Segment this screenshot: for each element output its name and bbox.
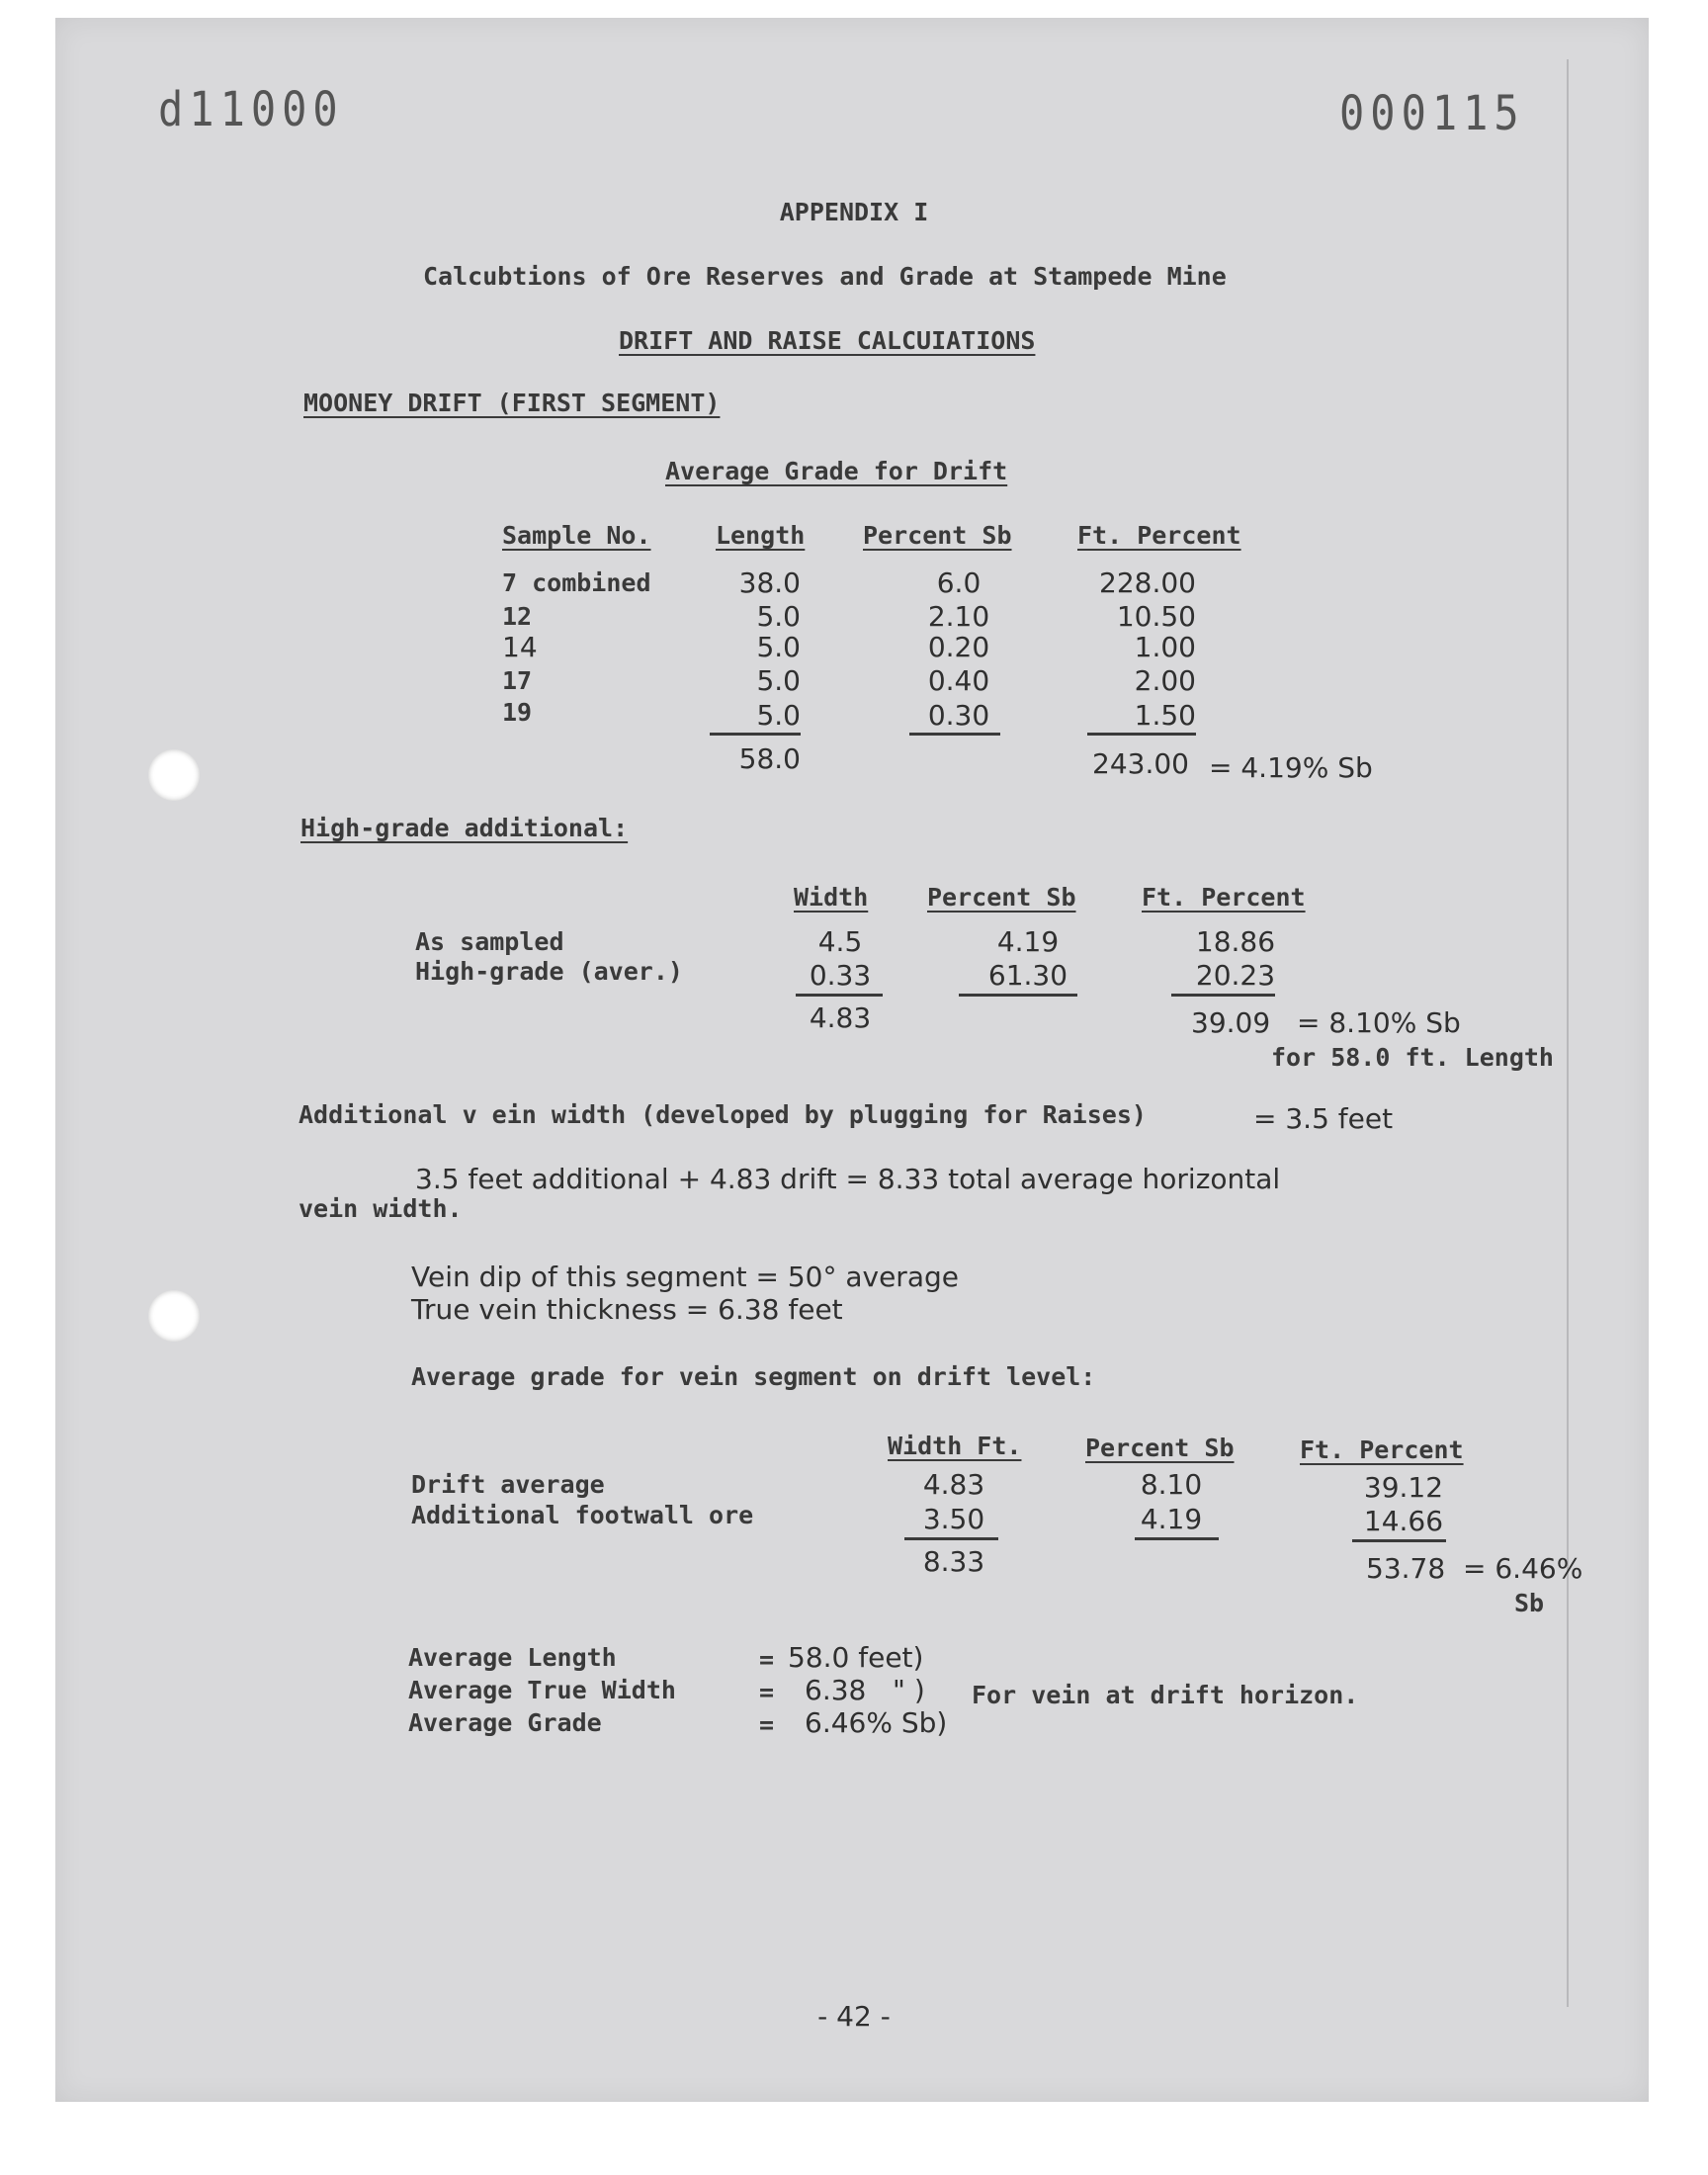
stamp-left: d11000 [158,81,344,137]
summary-label: Average Grade [408,1708,602,1737]
summary-eq: = [759,1678,775,1706]
summary-value: 6.46% Sb) [805,1706,948,1739]
length-cell: 5.0 [756,699,801,732]
table2-header-width: Width [794,883,869,912]
table3-header-percent: Percent Sb [1085,1434,1235,1462]
summary-eq: = [759,1710,775,1739]
sample-no: 7 combined [502,568,651,597]
page-edge [1567,59,1569,2007]
sum-rule [1087,733,1196,736]
summary-eq: = [759,1645,775,1674]
ftpct-cell: 228.00 [1099,566,1196,599]
appendix-heading: APPENDIX I [779,198,929,226]
sample-no: 17 [502,666,533,695]
table1-total-length: 58.0 [738,742,801,775]
ftpct-cell: 1.50 [1134,699,1196,732]
length-cell: 5.0 [756,600,801,633]
width-cell: 0.33 [809,959,872,992]
ftpct-cell: 39.12 [1363,1471,1444,1504]
width-cell: 4.5 [817,925,863,958]
stamp-right: 000115 [1339,85,1525,141]
table1-result: = 4.19% Sb [1209,751,1373,784]
sum-rule [904,1537,998,1540]
table1-caption: Average Grade for Drift [665,457,1008,485]
percent-cell: 0.30 [927,699,990,732]
sample-no: 19 [502,698,533,727]
table2-header-percent: Percent Sb [927,883,1076,912]
width-cell: 3.50 [922,1503,985,1535]
sample-no: 12 [502,602,533,631]
table3-total-ftpct: 53.78 [1366,1552,1446,1585]
percent-cell: 0.20 [927,631,990,663]
sum-rule [710,733,801,736]
ftpct-cell: 1.00 [1134,631,1196,663]
sum-rule [1171,994,1275,997]
table1-header-percent: Percent Sb [863,521,1012,550]
width-cell: 4.83 [922,1468,985,1501]
percent-cell: 8.10 [1140,1468,1203,1501]
sum-rule [959,994,1077,997]
percent-cell: 6.0 [936,566,982,599]
document-title: Calcubtions of Ore Reserves and Grade at Stampede Mine [423,262,1227,291]
punch-hole [148,1290,200,1342]
percent-cell: 61.30 [987,959,1068,992]
sample-no: 14 [502,631,538,663]
summary-value: 6.38 " ) [805,1674,925,1706]
table1-total-ftpct: 243.00 [1092,747,1189,780]
table3-total-width: 8.33 [922,1545,985,1578]
avg-grade-heading: Average grade for vein segment on drift level: [411,1362,1096,1391]
row-label: As sampled [415,927,564,956]
row-label: High-grade (aver.) [415,957,683,986]
length-cell: 5.0 [756,631,801,663]
table2-total-width: 4.83 [809,1001,872,1034]
row-label: Drift average [411,1470,605,1499]
ftpct-cell: 2.00 [1134,664,1196,697]
ftpct-cell: 10.50 [1116,600,1196,633]
additional-width-text: Additional v ein width (developed by plugging for Raises) [299,1100,1147,1129]
percent-cell: 2.10 [927,600,990,633]
length-cell: 38.0 [738,566,801,599]
vein-thickness-text: True vein thickness = 6.38 feet [411,1293,843,1326]
table1-header-sample: Sample No. [502,521,651,550]
calc-line-1: 3.5 feet additional + 4.83 drift = 8.33 total average horizontal [415,1163,1281,1195]
highgrade-heading: High-grade additional: [300,814,629,842]
row-label: Additional footwall ore [411,1501,754,1529]
section-subtitle: DRIFT AND RAISE CALCUIATIONS [619,326,1036,355]
table2-header-ftpct: Ft. Percent [1142,883,1306,912]
sum-rule [1135,1537,1219,1540]
page-number: - 42 - [817,2000,891,2033]
additional-width-value: = 3.5 feet [1253,1102,1394,1135]
calc-line-2: vein width. [299,1194,463,1223]
table3-header-ftpct: Ft. Percent [1300,1436,1464,1464]
sum-rule [1352,1539,1446,1542]
summary-value: 58.0 feet) [788,1641,924,1674]
table2-result: = 8.10% Sb [1297,1006,1461,1039]
table2-note: for 58.0 ft. Length [1271,1043,1554,1072]
table1-header-length: Length [716,521,806,550]
percent-cell: 0.40 [927,664,990,697]
vein-dip-text: Vein dip of this segment = 50° average [411,1261,959,1293]
sum-rule [909,733,1000,736]
table3-result: = 6.46% [1463,1552,1583,1585]
summary-note: For vein at drift horizon. [972,1681,1359,1709]
ftpct-cell: 14.66 [1363,1505,1444,1537]
table3-header-width: Width Ft. [888,1432,1022,1460]
table3-result-unit: Sb [1514,1589,1545,1617]
punch-hole [148,749,200,801]
table2-total-ftpct: 39.09 [1191,1006,1271,1039]
segment-heading: MOONEY DRIFT (FIRST SEGMENT) [303,389,721,417]
ftpct-cell: 20.23 [1195,959,1276,992]
sum-rule [796,994,883,997]
summary-label: Average Length [408,1643,617,1672]
summary-label: Average True Width [408,1676,676,1704]
table1-header-ftpct: Ft. Percent [1077,521,1241,550]
percent-cell: 4.19 [1140,1503,1203,1535]
ftpct-cell: 18.86 [1195,925,1276,958]
percent-cell: 4.19 [996,925,1060,958]
length-cell: 5.0 [756,664,801,697]
